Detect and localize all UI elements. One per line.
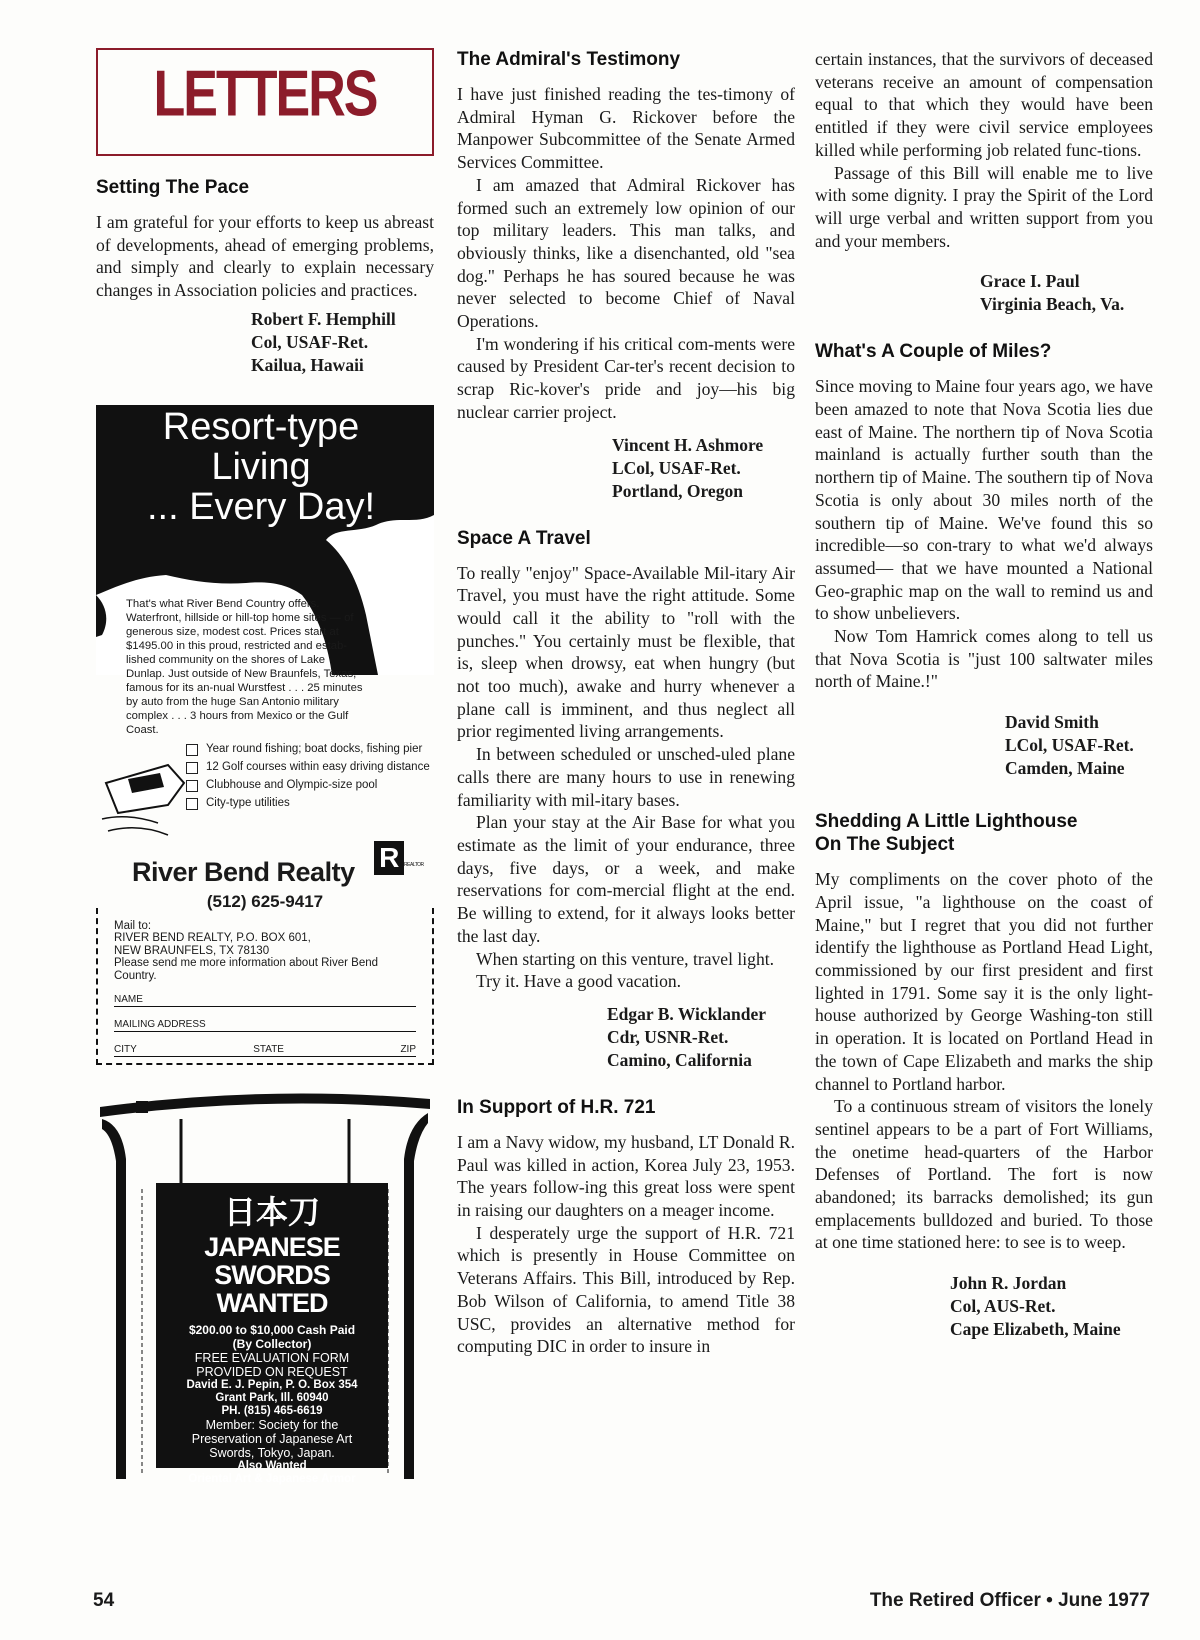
realtor-logo: R REALTOR [374,841,404,875]
feature-area [96,743,434,853]
letters-logo [96,48,434,156]
signature: Robert F. Hemphill Col, USAF-Ret. Kailua, Hawaii [251,308,396,375]
feature-item: City-type utilities [186,797,434,810]
letter-body: I'm wondering if his critical com-ments were caused by President Car-ter's recent decision to scrap Ric-kover's pride and joy—his big nuclear carrier project. [457,333,795,422]
signature: David Smith LCol, USAF-Ret. Camden, Maine [1005,712,1134,779]
signature: Edgar B. Wicklander Cdr, USNR-Ret. Camino, California [607,1003,766,1070]
letter-body: When starting on this venture, travel light. [476,948,775,969]
letter-body: Since moving to Maine four years ago, we have been amazed to note that Nova Scotia lies due east of Maine. The northern tip of Nova Scotia mainland is actually further south than the northern tip of Maine. The southern tip of Nova Scotia is only about 30 miles north of the southern tip of Maine. We've found this so incredible—so con-trary to what we'd always assumed— that we have mounted a National Geo-graphic map on the wall to remind us and to show unbelievers. [815,376,1153,624]
heading-space-a-travel: Space A Travel [457,527,591,549]
feature-list [186,743,434,810]
feature-item: Clubhouse and Olympic-size pool [186,779,434,792]
letter-body: Try it. Have a good vacation. [476,971,682,992]
heading-couple-of-miles: What's A Couple of Miles? [815,341,1052,363]
heading-lighthouse: Shedding A Little Lighthouse On The Subject [815,811,1078,856]
page-number: 54 [93,1590,115,1611]
feature-item: Year round fishing; boat docks, fishing pier [186,743,434,756]
signature: John R. Jordan Col, AUS-Ret. Cape Elizabeth, Maine [950,1273,1121,1340]
ad-copy: That's what River Bend Country offers. Waterfront, hillside or hill-top home sites — of generous size, modest cost. Prices start at $1495.00 in this proud, restricted and estab-lished community on the shores of Lake Dunlap. Just outside of New Braunfels, Texas, famous for its an-nual Wurstfest . . . 25 minutes by auto from the huge San Antonio military complex . . . 3 hours from Mexico or the Gulf Coast. [126,597,363,736]
signature: Grace I. Paul Virginia Beach, Va. [980,271,1125,315]
column-right [815,48,1153,1365]
heading-setting-the-pace: Setting The Pace [96,177,250,198]
company-name: River Bend Realty R REALTOR [132,841,424,887]
letter-body: In between scheduled or unsched-uled plane calls there are many hours to use in renewing familiarity with mil-itary bases. [457,744,795,810]
letter-body: I have just finished reading the tes-timony of Admiral Hyman G. Rickover before the Manpower Subcommittee of the Senate Armed Services Committee. [457,84,795,173]
boat-illustration [98,743,188,843]
letters-logo-text: LETTERS [153,57,377,131]
letter-body: My compliments on the cover photo of the April issue, "a lighthouse on the coast of Maine," but I regret that you did not further identify the lighthouse as Portland Head Light, commissioned by our first president and first lighted in 1791. Some say it is the only light-house authorized by George Washing-ton still in operation. It is located on Portland Head in the town of Cape Elizabeth and marks the ship channel to Portland harbor. [815,869,1153,1094]
letter-body: To really "enjoy" Space-Available Mil-itary Air Travel, you must have the right attitude. Some would call it the ability to "roll with the punches." You certainly must be flexible, that is, sleep when drowsy, eat when hungry (but not too much), awake and hurry whenever a plane call is imminent, and thus neglect all prior regimented living arrangements. [457,562,795,742]
heading-hr-721: In Support of H.R. 721 [457,1096,656,1118]
signature: Vincent H. Ashmore LCol, USAF-Ret. Portland, Oregon [612,434,764,501]
feature-item: 12 Golf courses within easy driving distance [186,761,434,774]
ad-copy-area [96,597,434,737]
letter-body: Plan your stay at the Air Base for what you estimate as the limit of your endurance, three days, five days, or a week, and make reservations for com-mercial flight at the end. Be willing to extend, for it always looks better the last day. [457,812,795,946]
heading-admirals-testimony: The Admiral's Testimony [457,49,681,70]
letter-body: Passage of this Bill will enable me to live with some dignity. I pray the Spirit of the Lord will urge verbal and written support from you and your members. [815,162,1153,251]
japanese-swords-ad [96,1079,434,1484]
column-left [96,48,434,1484]
city-state-zip-field[interactable]: CITY STATE ZIP [114,1044,416,1056]
letter-body: I desperately urge the support of H.R. 721 which is presently in House Committee on Veterans Affairs. This Bill, introduced by Rep. Bob Wilson of California, to amend Title 38 USC, provides an alternative method for computing DIC in order to insure in [457,1222,795,1357]
letter-body: I am amazed that Admiral Rickover has formed such an extremely low opinion of our top military leaders. This man talks, and obviously thinks, like a disenchanted, old "sea dog." Perhaps he has soured because he was never selected to become Chief of Naval Operations. [457,174,795,332]
letter-body: Now Tom Hamrick comes along to tell us that Nova Scotia is "just 100 saltwater miles north of Maine.!" [815,626,1153,692]
swords-sign: 日本刀 JAPANESE SWORDS WANTED $200.00 to $10,000 Cash Paid (By Collector) FREE EVALUATION FORM PROVIDED ON REQUEST David E. J. Pepin, P. O. Box 354 Grant Park, Ill. 60940 PH. (815) 465-6619 Member: Society for the Preservation of Japanese Art Swords, Tokyo, Japan. Also Wanted Oriental Art & Japanese Armor [156,1183,388,1468]
address-field[interactable]: MAILING ADDRESS [114,1019,416,1032]
running-footer: The Retired Officer • June 1977 [869,1590,1150,1611]
letter-body: To a continuous stream of visitors the lonely sentinel appears to be a part of Fort Williams, the onetime head-quarters of the Harbor Defenses of Portland. The fort is now abandoned; its barracks demolished; its gun emplacements bulldozed and buried. To those at one time stationed here: to see is to weep. [815,1096,1153,1253]
phone-number: (512) 625-9417 [206,891,324,911]
ad-headline: Resort-type Living ... Every Day! [146,405,376,528]
letter-body: I am grateful for your efforts to keep us abreast of developments, ahead of emerging problems, and simply and clearly to explain necessary changes in Association policies and practices. [96,212,434,301]
letter-body: certain instances, that the survivors of deceased veterans receive an amount of compensation equal to that which they would have been entitled if they were civil service employees killed while performing job related func-tions. [815,49,1153,160]
column-middle [457,48,795,1358]
letter-body: I am a Navy widow, my husband, LT Donald R. Paul was killed in action, Korea July 23, 1953. The years follow-ing this great loss were spent in raising our daughters on a meager income. [457,1131,795,1221]
name-field[interactable]: NAME [114,994,416,1007]
mail-coupon[interactable]: Mail to: RIVER BEND REALTY, P.O. BOX 601, NEW BRAUNFELS, TX 78130 Please send me more information about River Bend Country. NAME MAILING ADDRESS CITY STATE ZIP [96,908,434,1066]
